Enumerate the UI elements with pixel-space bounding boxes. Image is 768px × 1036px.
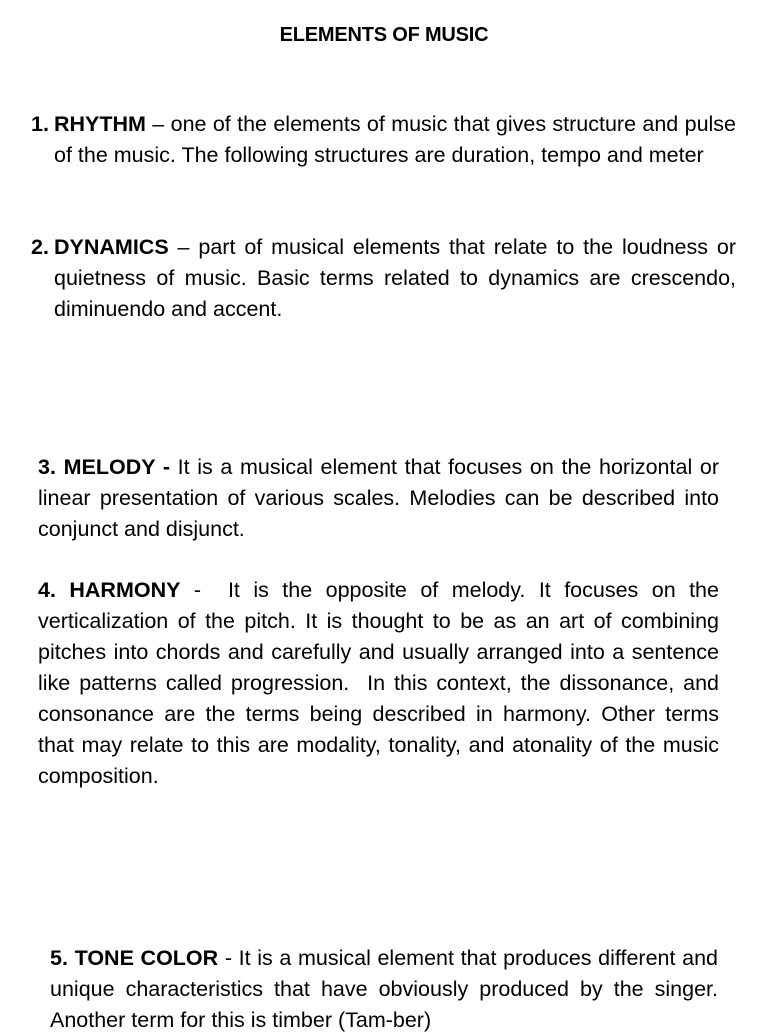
list-item-rhythm [31, 109, 737, 171]
item-number: 4. [38, 578, 56, 602]
item-heading: TONE COLOR [74, 946, 219, 970]
item-text: It is a musical element that focuses on the horizontal or linear presentation of various scales. Melodies can be described into conjunct and disjunct. [38, 455, 719, 541]
document-title: ELEMENTS OF MUSIC [279, 24, 489, 46]
item-number: 1. [31, 112, 49, 136]
item-separator: - [218, 946, 239, 970]
item-separator: – [145, 112, 171, 136]
item-text: part of musical elements that relate to the loudness or quietness of music. Basic terms related to dynamics are crescendo, diminuendo and accent. [54, 235, 737, 321]
item-separator [170, 455, 178, 479]
item-heading: RHYTHM [54, 112, 146, 136]
item-number: 2. [31, 235, 49, 259]
item-text: one of the elements of music that gives structure and pulse of the music. The following structures are duration, tempo and meter [54, 112, 737, 167]
item-number: 5. [50, 946, 68, 970]
item-separator: – [168, 235, 199, 259]
list-item-tone-color [50, 943, 718, 1036]
item-separator: - [180, 578, 228, 602]
item-number: 3. [38, 455, 56, 479]
list-item-melody [38, 452, 719, 545]
item-text: It is the opposite of melody. It focuses on the verticalization of the pitch. It is thought to be as an art of combining pitches into chords and carefully and usually arranged into a sentence like patterns called progression. In this context, the dissonance, and consonance are the terms being described in harmony. Other terms that may relate to this are modality, tonality, and atonality of the music composition. [38, 578, 725, 788]
item-heading: HARMONY [69, 578, 181, 602]
list-item-harmony [38, 575, 725, 792]
item-text: It is a musical element that produces different and unique characteristics that have obviously produced by the singer. Another term for this is timber (Tam-ber) [50, 946, 718, 1032]
list-item-dynamics [31, 232, 737, 325]
item-heading: MELODY - [63, 455, 170, 479]
item-heading: DYNAMICS [54, 235, 169, 259]
